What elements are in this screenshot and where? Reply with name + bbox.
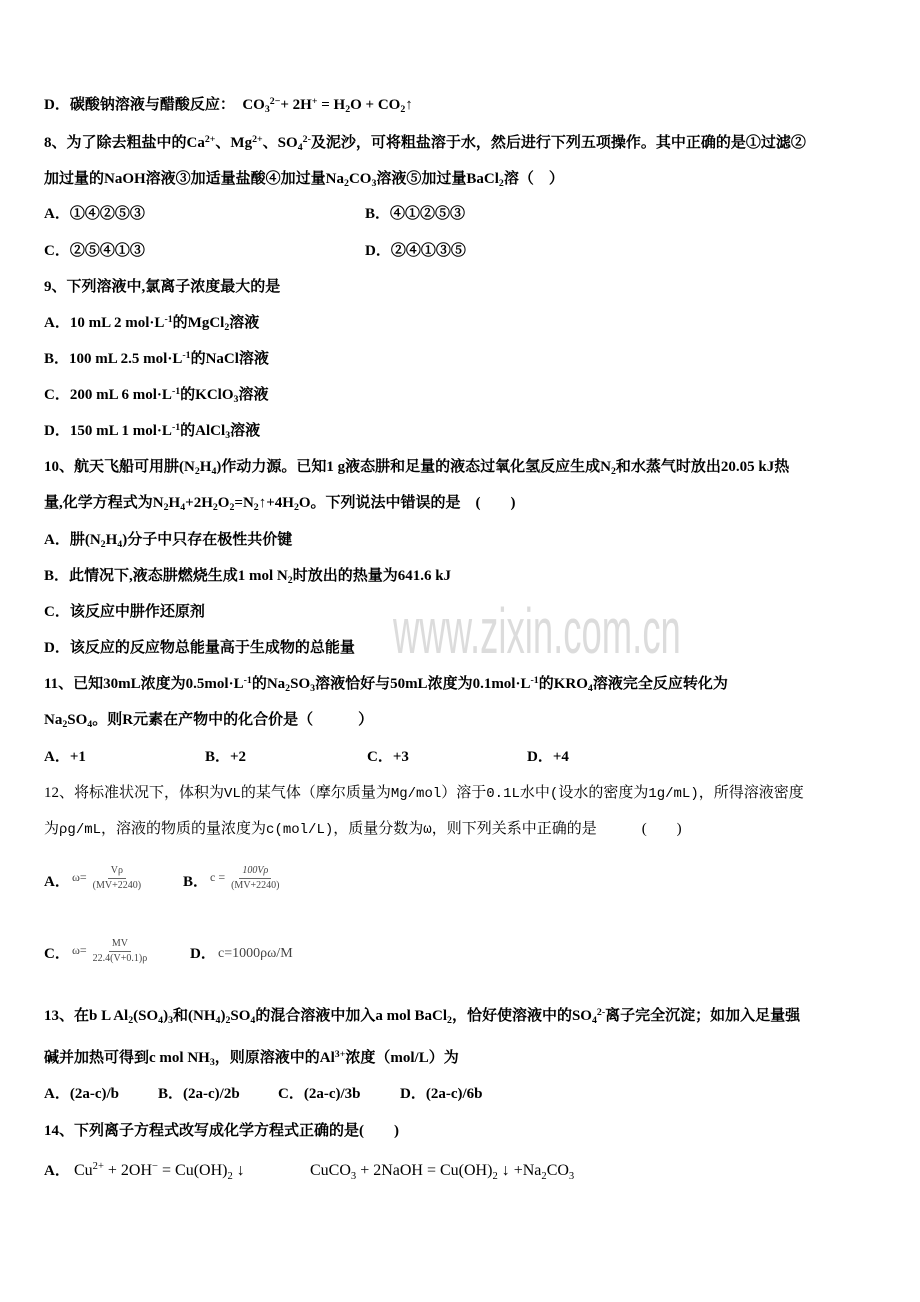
q10-option-a	[44, 530, 292, 550]
subscript: 4	[87, 719, 93, 731]
text-run: A．10 mL 2 mol·L	[44, 315, 165, 331]
q10-option-b	[44, 566, 451, 586]
subscript: 2	[227, 1170, 233, 1182]
mono-run: 0.1L	[486, 786, 520, 802]
denominator: (MV+2240)	[231, 879, 280, 891]
subscript: 2	[128, 1015, 134, 1027]
denominator: (MV+2240)	[92, 879, 142, 891]
text-run: 水中	[519, 785, 550, 801]
text-run: 溶（ ）	[503, 171, 564, 187]
superscript: 2−	[269, 95, 281, 107]
text-run: 的MgCl	[172, 315, 225, 331]
q8-option-d: D．②④①③⑤	[365, 243, 466, 259]
text-run: 和水蒸气时放出20.05 kJ热	[615, 459, 790, 475]
subscript: 4	[250, 1015, 256, 1027]
q13-option-d: D．(2a-c)/6b	[400, 1086, 483, 1102]
superscript: +	[311, 95, 318, 107]
subscript: 2	[100, 539, 106, 551]
text-run: ，恰好使溶液中的SO	[451, 1008, 592, 1024]
q12-option-b-formula	[210, 862, 283, 893]
text-run: 的NaCl溶液	[190, 351, 269, 367]
q11-option-c: C．+3	[367, 749, 409, 765]
q8-stem-line-1	[44, 133, 806, 153]
subscript: 2	[287, 575, 293, 587]
q9-option-a	[44, 313, 259, 333]
superscript: -1	[171, 421, 181, 433]
watermark: www.zixin.com.cn	[393, 595, 681, 667]
q12-stem-line-1	[44, 783, 804, 804]
text-run: H	[105, 532, 118, 548]
superscript: -1	[164, 313, 173, 325]
subscript: 4	[215, 1015, 221, 1027]
numerator: Vρ	[108, 864, 126, 879]
superscript: -1	[171, 385, 181, 397]
q11-option-a: A．+1	[44, 749, 86, 765]
superscript: -1	[182, 349, 191, 361]
text-run: 加过量的NaOH溶液③加适量盐酸④加过量Na	[44, 171, 345, 187]
subscript: 4	[211, 466, 217, 478]
text-run: 和(NH	[173, 1008, 216, 1024]
q9-option-c	[44, 385, 268, 405]
text-run: ↑	[405, 97, 413, 113]
text-run: O + CO	[350, 97, 401, 113]
superscript: 2+	[92, 1161, 104, 1173]
text-run: 溶液	[229, 315, 260, 331]
subscript: 3	[225, 430, 231, 442]
q14-stem: 14、下列离子方程式改写成化学方程式正确的是( )	[44, 1123, 399, 1139]
text-run: )分子中只存在极性共价键	[122, 532, 293, 548]
subscript: 2	[447, 1015, 452, 1027]
text-run: CO	[546, 1162, 569, 1179]
q13-option-c: C．(2a-c)/3b	[278, 1086, 361, 1102]
text-run: Na	[44, 712, 63, 728]
mono-run: 1g/mL)	[648, 786, 699, 802]
subscript: 2	[224, 322, 230, 334]
text-run: SO	[67, 712, 88, 728]
superscript: 2-	[302, 133, 311, 145]
text-run: ，则下列关系中正确的是 ( )	[431, 821, 682, 837]
subscript: 2	[62, 719, 68, 731]
text-run: )	[220, 1008, 226, 1024]
q8-option-a: A．①④②⑤③	[44, 206, 145, 222]
q9-stem: 9、下列溶液中,氯离子浓度最大的是	[44, 279, 281, 295]
superscript: 2-	[596, 1006, 606, 1018]
option-label: A．	[44, 1163, 70, 1179]
text-run: CO	[348, 171, 372, 187]
text-run: 的Na	[251, 676, 286, 692]
superscript: 3+	[334, 1048, 346, 1060]
subscript: 3	[350, 1170, 357, 1182]
subscript: 4	[587, 683, 593, 695]
subscript: 2	[498, 178, 504, 190]
subscript: 2	[194, 466, 200, 478]
superscript: 2+	[204, 133, 216, 145]
fraction	[90, 937, 151, 966]
subscript: 2	[610, 466, 616, 478]
q11-stem-line-1	[44, 674, 728, 694]
text-run: 13、在b L Al	[44, 1008, 129, 1024]
text-run: 碱并加热可得到c mol NH	[44, 1050, 210, 1066]
text-run: CuCO	[310, 1162, 351, 1179]
subscript: 2	[345, 104, 351, 116]
q8-option-c: C．②⑤④①③	[44, 243, 145, 259]
subscript: 2	[293, 502, 299, 514]
mono-run: VL	[224, 786, 241, 802]
text-run: O	[217, 495, 230, 511]
subscript: 2	[212, 502, 218, 514]
text-run: D．碳酸钠溶液与醋酸反应： CO	[44, 97, 265, 113]
text-run: ，溶液的物质的量浓度为	[101, 821, 267, 837]
text-run: 及泥沙，可将粗盐溶于水，然后进行下列五项操作。其中正确的是①过滤②	[310, 135, 806, 151]
text-run: 的KClO	[180, 387, 234, 403]
formula-lhs: ω=	[72, 943, 87, 957]
text-run: 、Mg	[215, 135, 253, 151]
text-run: ）溶于	[441, 785, 487, 801]
text-run: 。则R元素在产物中的化合价是（ ）	[92, 712, 374, 728]
subscript: 4	[117, 539, 123, 551]
subscript: 4	[591, 1015, 597, 1027]
text-run: 溶液⑤加过量BaCl	[376, 171, 499, 187]
text-run: 的KRO	[538, 676, 588, 692]
mono-run: Mg/mol	[390, 786, 442, 802]
text-run: SO	[230, 1008, 251, 1024]
text-run: = Cu(OH)	[158, 1162, 228, 1179]
text-run: ↓ +Na	[497, 1162, 542, 1179]
numerator: 100Vρ	[239, 864, 271, 879]
q7-option-d	[44, 95, 413, 115]
subscript: 3	[310, 683, 316, 695]
q12-option-c-formula	[72, 935, 150, 966]
superscript: -1	[530, 674, 539, 686]
text-run: 量,化学方程式为N	[44, 495, 164, 511]
text-run: 设水的密度为	[558, 785, 649, 801]
text-run: B．此情况下,液态肼燃烧生成1 mol N	[44, 568, 288, 584]
text-run: 溶液恰好与50mL浓度为0.1mol·L	[315, 676, 531, 692]
text-run: )	[163, 1008, 169, 1024]
subscript: 2	[163, 502, 169, 514]
subscript: 2	[225, 1015, 231, 1027]
text-run: 为	[44, 821, 60, 837]
subscript: 3	[233, 394, 239, 406]
q12-stem-line-2	[44, 819, 682, 840]
subscript: 3	[264, 104, 270, 116]
superscript: −	[152, 1161, 158, 1173]
q11-stem-line-2	[44, 710, 373, 730]
subscript: 4	[158, 1015, 164, 1027]
q12-option-c-label: C．	[44, 946, 70, 962]
text-run: C．200 mL 6 mol·L	[44, 387, 172, 403]
subscript: 3	[168, 1015, 174, 1027]
text-run: 浓度（mol/L）为	[345, 1050, 459, 1066]
text-run: 的混合溶液中加入a mol BaCl	[255, 1008, 448, 1024]
superscript: -1	[243, 674, 252, 686]
text-run: 时放出的热量为641.6 kJ	[292, 568, 452, 584]
formula-lhs: ω=	[72, 870, 87, 884]
text-run: 离子完全沉淀；如加入足量强	[605, 1008, 801, 1024]
text-run: ↑+4H	[258, 495, 294, 511]
text-run: 12、将标准状况下，体积为	[44, 785, 225, 801]
mono-run: (	[549, 786, 559, 802]
text-run: (SO	[133, 1008, 159, 1024]
q14-option-a-label	[44, 1161, 70, 1181]
text-run: ↓	[232, 1162, 245, 1179]
q14-option-a-molecular-equation	[310, 1161, 574, 1181]
q10-stem-line-2	[44, 493, 516, 513]
text-run: +2H	[185, 495, 213, 511]
q13-option-a: A．(2a-c)/b	[44, 1086, 119, 1102]
text-run: + 2H	[280, 97, 312, 113]
text-run: B．100 mL 2.5 mol·L	[44, 351, 183, 367]
q9-option-b	[44, 349, 269, 369]
q8-option-b: B．④①②⑤③	[365, 206, 466, 222]
text-run: H	[199, 459, 212, 475]
text-run: ，所得溶液密度	[698, 785, 804, 801]
q11-option-d: D．+4	[527, 749, 569, 765]
text-run: 的AlCl	[180, 423, 226, 439]
text-run: ，质量分数为	[333, 821, 424, 837]
q14-option-a-ionic-equation	[74, 1161, 245, 1181]
text-run: O。下列说法中错误的是 ( )	[298, 495, 516, 511]
text-run: Cu	[74, 1162, 93, 1179]
q13-stem-line-1	[44, 1006, 800, 1026]
q12-option-d-formula: c=1000ρω/M	[218, 946, 293, 961]
formula-lhs: c =	[210, 870, 226, 884]
subscript: 3	[568, 1170, 575, 1182]
subscript: 2	[229, 502, 235, 514]
text-run: + 2OH	[103, 1162, 153, 1179]
q12-option-a-label: A．	[44, 874, 70, 890]
denominator: 22.4(V+0.1)ρ	[92, 952, 148, 964]
mono-run: ρg/mL	[59, 822, 102, 838]
text-run: 、SO	[262, 135, 298, 151]
text-run: 溶液完全反应转化为	[592, 676, 728, 692]
text-run: 溶液	[238, 387, 269, 403]
q12-option-a-formula	[72, 862, 144, 893]
subscript: 2	[344, 178, 349, 190]
text-run: + 2NaOH = Cu(OH)	[356, 1162, 493, 1179]
subscript: 3	[371, 178, 377, 190]
text-run: )作动力源。已知1 g液态肼和足量的液态过氧化氢反应生成N	[216, 459, 611, 475]
subscript: 2	[541, 1170, 547, 1182]
q9-option-d	[44, 421, 260, 441]
text-run: =N	[234, 495, 254, 511]
subscript: 2	[492, 1170, 498, 1182]
q10-option-d: D．该反应的反应物总能量高于生成物的总能量	[44, 640, 355, 656]
subscript: 3	[209, 1057, 215, 1069]
q8-stem-line-2	[44, 169, 564, 189]
text-run: H	[168, 495, 181, 511]
superscript: 2+	[252, 133, 263, 145]
fraction	[228, 864, 282, 893]
text-run: 10、航天飞船可用肼(N	[44, 459, 195, 475]
q13-option-b: B．(2a-c)/2b	[158, 1086, 240, 1102]
text-run: 11、已知30mL浓度为0.5mol·L	[44, 676, 244, 692]
q10-option-c: C．该反应中肼作还原剂	[44, 604, 205, 620]
q12-option-d-label: D．	[190, 946, 216, 962]
subscript: 2	[400, 104, 406, 116]
text-run: 8、为了除去粗盐中的Ca	[44, 135, 205, 151]
q11-option-b: B．+2	[205, 749, 247, 765]
subscript: 2	[285, 683, 291, 695]
text-run: D．150 mL 1 mol·L	[44, 423, 172, 439]
text-run: ，则原溶液中的Al	[214, 1050, 335, 1066]
subscript: 4	[297, 142, 303, 154]
q13-stem-line-2	[44, 1048, 459, 1068]
fraction	[90, 864, 144, 893]
mono-run: ω	[423, 822, 432, 838]
text-run: A．肼(N	[44, 532, 101, 548]
subscript: 4	[180, 502, 186, 514]
mono-run: c(mol/L)	[266, 822, 334, 838]
q12-option-b-label: B．	[183, 874, 209, 890]
numerator: MV	[109, 937, 131, 952]
text-run: 溶液	[230, 423, 261, 439]
subscript: 2	[253, 502, 259, 514]
text-run: = H	[317, 97, 346, 113]
text-run: 的某气体（摩尔质量为	[240, 785, 391, 801]
q10-stem-line-1	[44, 457, 789, 477]
text-run: SO	[290, 676, 311, 692]
